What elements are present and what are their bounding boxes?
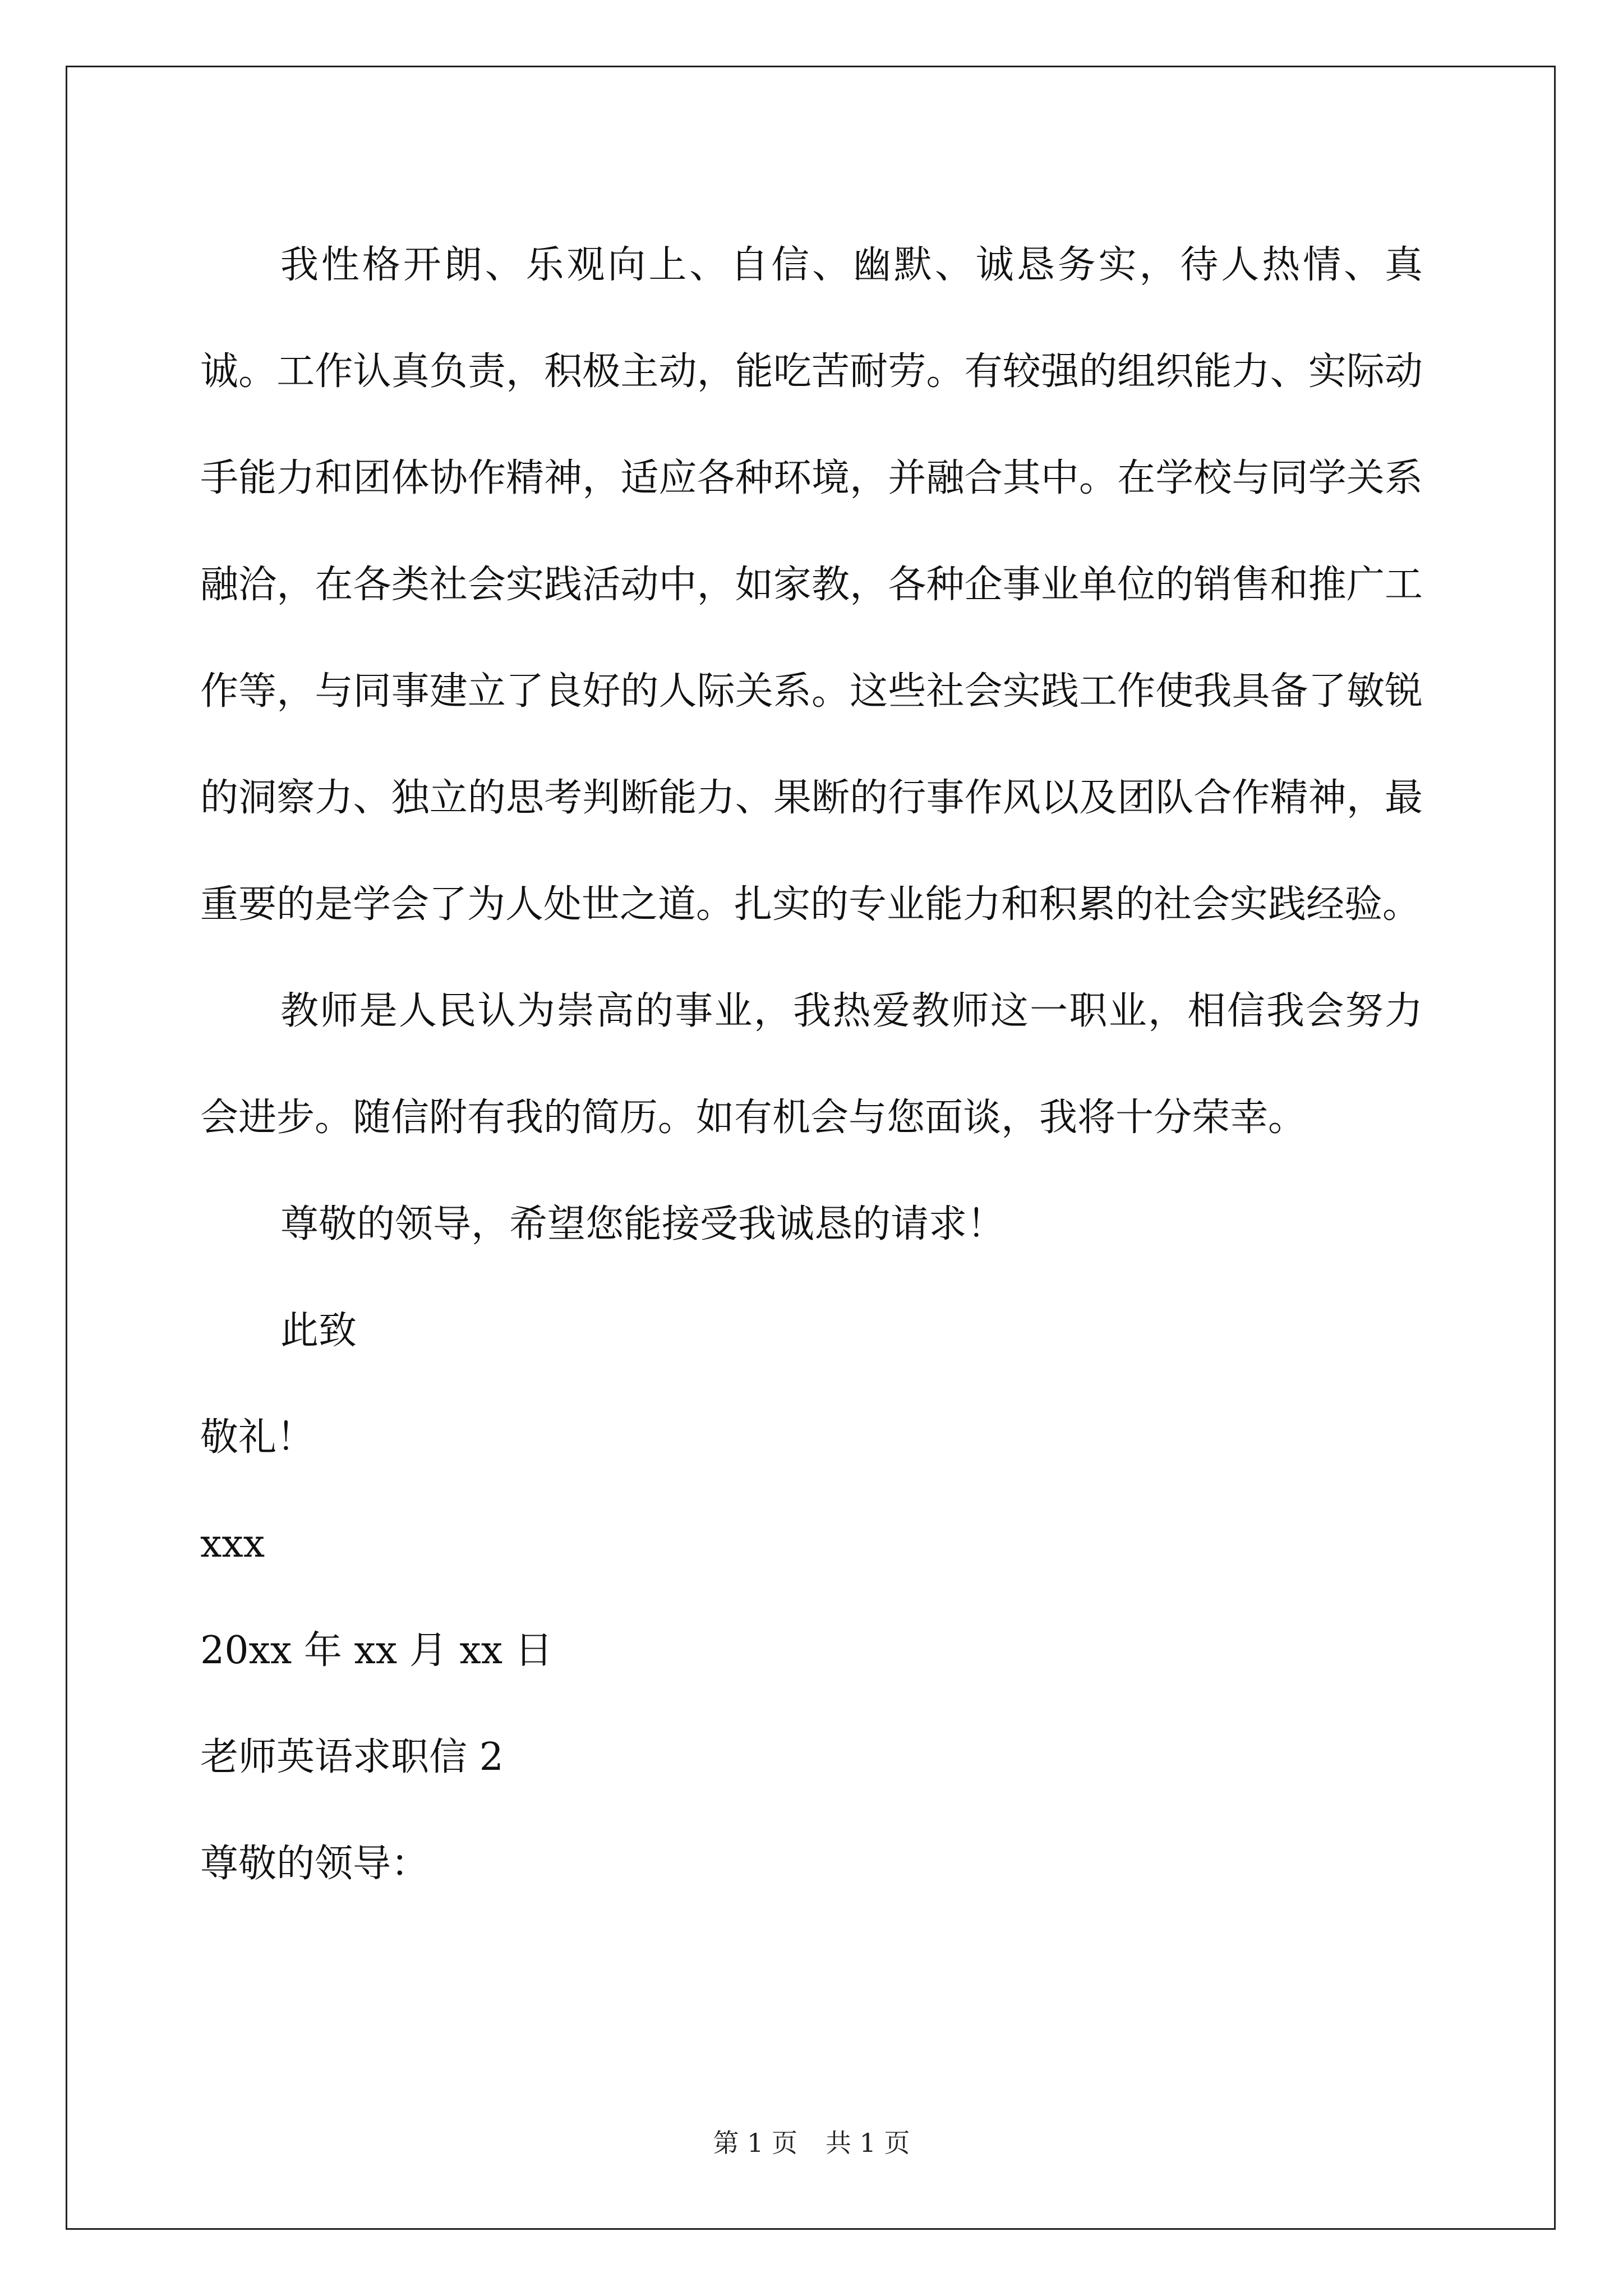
signature: xxx <box>200 1522 265 1566</box>
next-letter-title: 老师英语求职信 2 <box>200 1735 504 1779</box>
letter-body <box>200 212 1423 1917</box>
date-line: 20xx 年 xx 月 xx 日 <box>200 1628 553 1673</box>
paragraph-request: 尊敬的领导，希望您能接受我诚恳的请求！ <box>280 1202 1006 1246</box>
paragraph-personality: 我性格开朗、乐观向上、自信、幽默、诚恳务实，待人热情、真诚。工作认真负责，积极主动，能吃苦耐劳。有较强的组织能力、实际动手能力和团体协作精神，适应各种环境，并融合其中。在学校与同学关系融洽，在各类社会实践活动中，如家教，各种企事业单位的销售和推广工作等，与同事建立了良好的人际关系。这些社会实践工作使我具备了敏锐的洞察力、独立的思考判断能力、果断的行事作风以及团队合作精神，最重要的是学会了为人处世之道。扎实的专业能力和积累的社会实践经验。 <box>200 243 1423 927</box>
page-footer <box>0 2126 1623 2160</box>
page-total: 共 1 页 <box>826 2128 910 2158</box>
closing-line: 敬礼！ <box>200 1415 315 1460</box>
next-letter-salutation: 尊敬的领导： <box>200 1842 430 1886</box>
paragraph-teaching: 教师是人民认为崇高的事业，我热爱教师这一职业，相信我会努力会进步。随信附有我的简历。如有机会与您面谈，我将十分荣幸。 <box>200 989 1423 1140</box>
page-number: 第 1 页 <box>713 2128 797 2158</box>
paragraph-cizhi: 此致 <box>280 1309 357 1353</box>
